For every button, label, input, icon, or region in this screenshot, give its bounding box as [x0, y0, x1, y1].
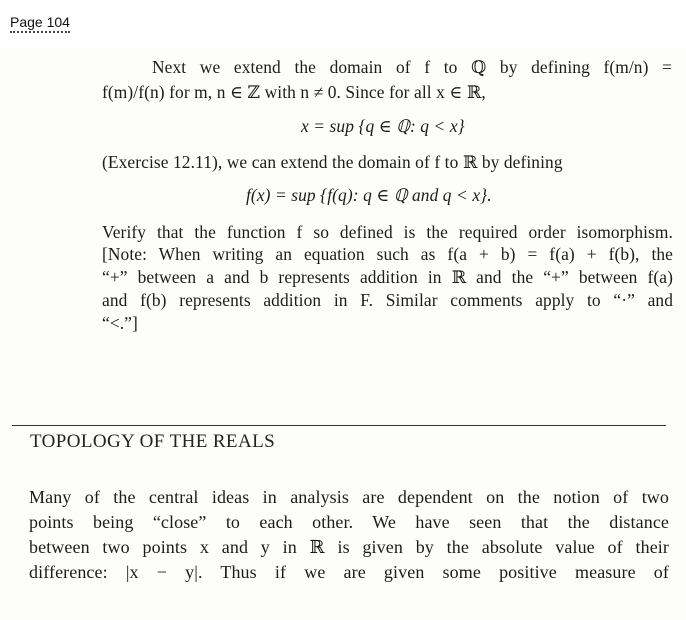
text-line: “+” between a and b represents addition in ℝ and the “+” between f(a) [102, 267, 673, 287]
text-line: [Note: When writing an equation such as f(a + b) = f(a) + f(b), the [102, 244, 673, 264]
text-line: Many of the central ideas in analysis are dependent on the notion of two [29, 487, 669, 507]
text-line: Next we extend the domain of f to ℚ by defining f(m/n) = [152, 57, 672, 77]
display-equation: x = sup {q ∈ ℚ: q < x} [301, 116, 465, 136]
text-line: “<.”] [102, 313, 138, 333]
text-line: and f(b) represents addition in F. Similar comments apply to “·” and [102, 290, 673, 310]
page-number-label: Page 104 [10, 14, 70, 33]
display-equation: f(x) = sup {f(q): q ∈ ℚ and q < x}. [246, 185, 492, 205]
text-line: points being “close” to each other. We have seen that the distance [29, 512, 669, 532]
section-heading: TOPOLOGY OF THE REALS [30, 431, 276, 452]
text-line: between two points x and y in ℝ is given by the absolute value of their [29, 537, 669, 557]
text-line: f(m)/f(n) for m, n ∈ ℤ with n ≠ 0. Since for all x ∈ ℝ, [102, 82, 486, 102]
section-divider [12, 425, 666, 426]
text-line: Verify that the function f so defined is the required order isomorphism. [102, 222, 673, 242]
text-line: (Exercise 12.11), we can extend the domain of f to ℝ by defining [102, 152, 563, 172]
text-line: difference: |x − y|. Thus if we are given some positive measure of [29, 562, 669, 582]
